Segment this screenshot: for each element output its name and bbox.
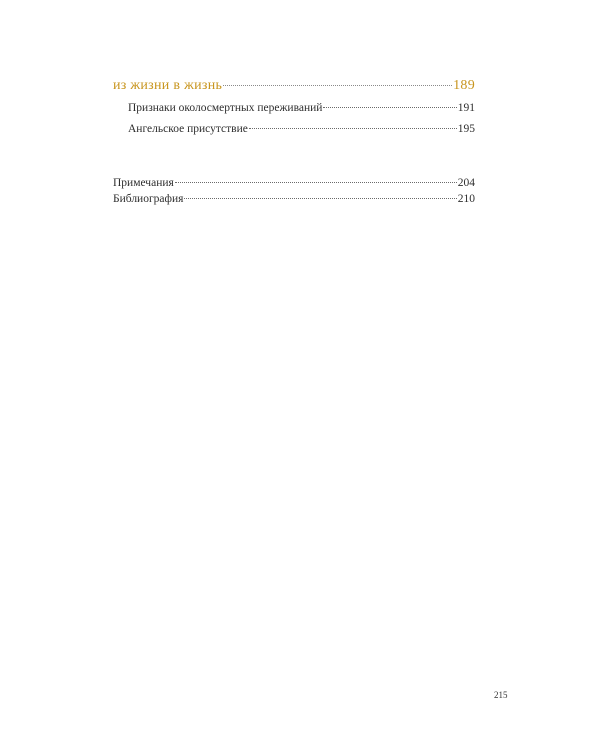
dot-leader xyxy=(249,128,457,129)
toc-back-matter-entry xyxy=(113,193,475,205)
dot-leader xyxy=(223,85,452,86)
chapter-title: из жизни в жизнь xyxy=(113,78,223,93)
dot-leader xyxy=(175,182,457,183)
back-matter-title: Примечания xyxy=(113,177,174,189)
dot-leader xyxy=(184,198,456,199)
section-page-number: 191 xyxy=(457,102,475,114)
dot-leader xyxy=(323,107,456,108)
section-title: Ангельское присутствие xyxy=(128,123,248,135)
back-matter-title: Библиография xyxy=(113,193,184,205)
toc-back-matter-entry xyxy=(113,177,475,189)
section-title: Признаки околосмертных переживаний xyxy=(128,102,323,114)
page-number: 215 xyxy=(494,690,508,700)
toc-section-entry xyxy=(128,102,475,114)
back-matter-page-number: 204 xyxy=(457,177,475,189)
chapter-page-number: 189 xyxy=(453,78,475,93)
toc-section-entry xyxy=(128,123,475,135)
toc-chapter-entry xyxy=(113,78,475,94)
back-matter-page-number: 210 xyxy=(457,193,475,205)
section-page-number: 195 xyxy=(457,123,475,135)
